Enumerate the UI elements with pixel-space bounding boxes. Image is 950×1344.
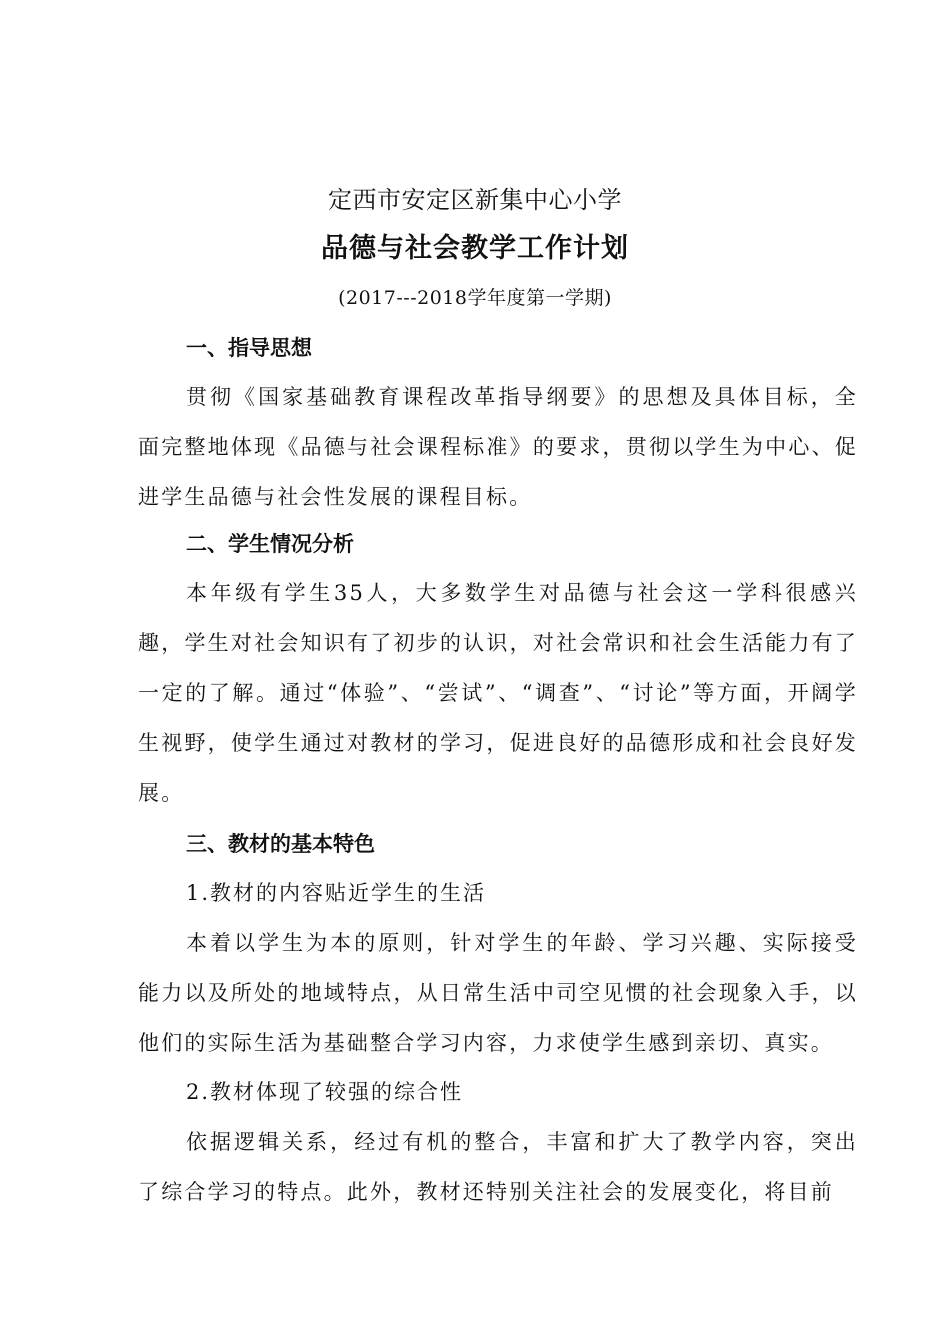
section-paragraph-student-analysis: 本年级有学生35人，大多数学生对品德与社会这一学科很感兴趣，学生对社会知识有了初步的认识，对社会常识和社会生活能力有了一定的了解。通过“体验”、“尝试”、“调查”、“讨论”等方面，开阔学生视野，使学生通过对教材的学习，促进良好的品德形成和社会良好发展。 (138, 581, 858, 805)
school-name: 定西市安定区新集中心小学 (328, 186, 622, 214)
paragraph-comprehensive: 依据逻辑关系，经过有机的整合，丰富和扩大了教学内容，突出了综合学习的特点。此外，教材还特别关注社会的发展变化，将目前 (138, 1130, 858, 1204)
term-subtitle: (2017---2018学年度第一学期) (338, 287, 612, 309)
paragraph-content-close-to-life: 本着以学生为本的原则，针对学生的年龄、学习兴趣、实际接受能力以及所处的地域特点，从日常生活中司空见惯的社会现象入手，以他们的实际生活为基础整合学习内容，力求使学生感到亲切、真实。 (138, 931, 858, 1055)
section-heading-student-analysis: 二、学生情况分析 (186, 532, 354, 556)
section-heading-guiding-ideology: 一、指导思想 (186, 336, 312, 360)
subheading-comprehensive: 2.教材体现了较强的综合性 (186, 1080, 464, 1104)
section-heading-textbook-features: 三、教材的基本特色 (186, 832, 375, 856)
subheading-content-close-to-life: 1.教材的内容贴近学生的生活 (186, 881, 487, 905)
section-paragraph-guiding-ideology: 贯彻《国家基础教育课程改革指导纲要》的思想及具体目标，全面完整地体现《品德与社会课程标准》的要求，贯彻以学生为中心、促进学生品德与社会性发展的课程目标。 (138, 385, 858, 509)
document-title: 品德与社会教学工作计划 (321, 233, 629, 264)
